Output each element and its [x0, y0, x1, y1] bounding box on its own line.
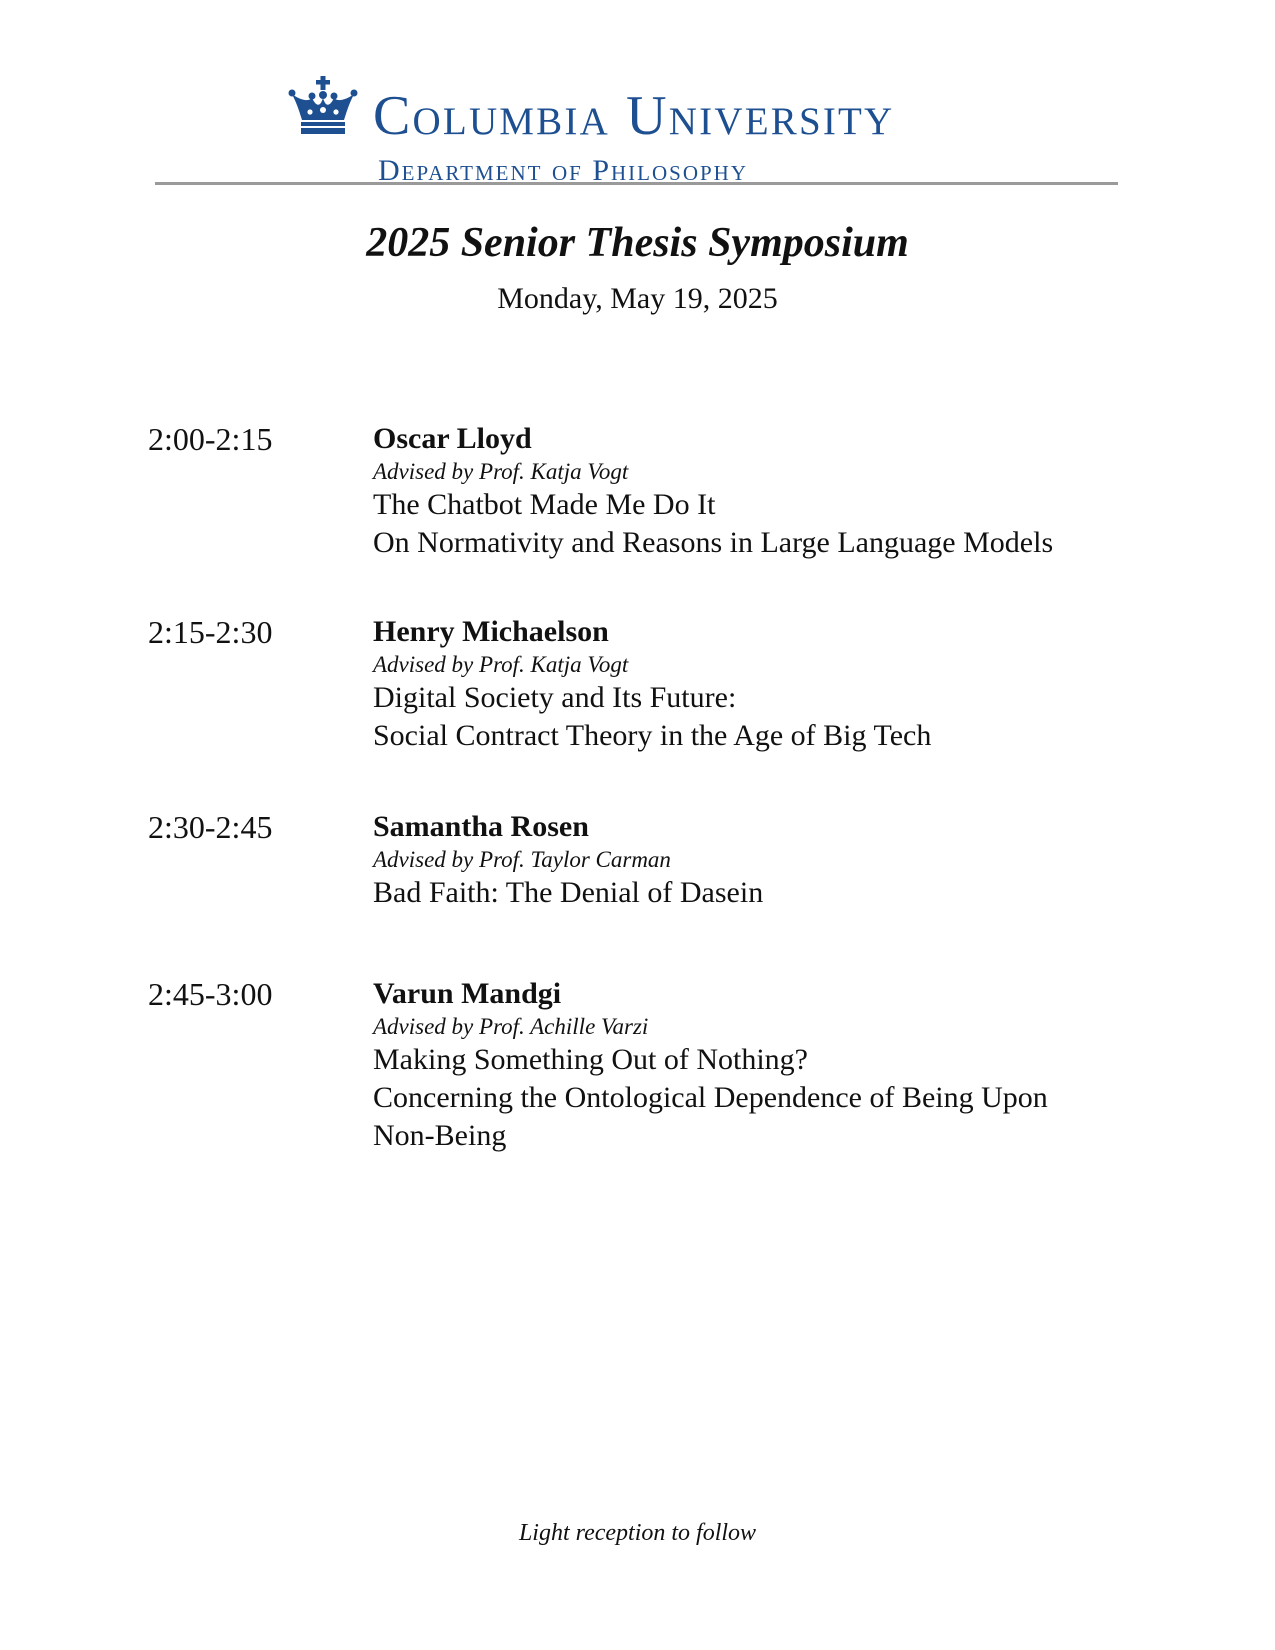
- letterhead: [0, 36, 1275, 187]
- department-name: Department of Philosophy: [378, 154, 749, 187]
- presenter-name: Varun Mandgi: [373, 977, 562, 1010]
- thesis-title-line: Making Something Out of Nothing?: [373, 1043, 808, 1076]
- advisor-line: Advised by Prof. Katja Vogt: [373, 459, 629, 484]
- session-details: [373, 420, 1153, 562]
- presenter-name: Oscar Lloyd: [373, 422, 532, 455]
- thesis-title-line: Bad Faith: The Denial of Dasein: [373, 876, 764, 909]
- session-time: 2:00-2:15: [148, 421, 273, 457]
- session-time: 2:30-2:45: [148, 809, 273, 845]
- university-name: Columbia University: [373, 85, 895, 147]
- session-details: [373, 808, 1153, 912]
- thesis-title-line: Concerning the Ontological Dependence of Being Upon: [373, 1081, 1048, 1114]
- session-details: [373, 975, 1153, 1155]
- header-divider: [155, 182, 1118, 185]
- event-title: 2025 Senior Thesis Symposium: [366, 220, 909, 266]
- thesis-title-line: On Normativity and Reasons in Large Language Models: [373, 526, 1054, 559]
- advisor-line: Advised by Prof. Katja Vogt: [373, 652, 629, 677]
- presenter-name: Samantha Rosen: [373, 810, 589, 843]
- session-time: 2:45-3:00: [148, 976, 273, 1012]
- event-date: Monday, May 19, 2025: [497, 282, 778, 315]
- thesis-title-line: Social Contract Theory in the Age of Big Tech: [373, 719, 932, 752]
- thesis-title-line: Digital Society and Its Future:: [373, 681, 737, 714]
- crown-icon: [288, 76, 358, 136]
- advisor-line: Advised by Prof. Taylor Carman: [373, 847, 671, 872]
- presenter-name: Henry Michaelson: [373, 615, 609, 648]
- session-details: [373, 613, 1153, 755]
- reception-note: Light reception to follow: [518, 1520, 757, 1546]
- session-time: 2:15-2:30: [148, 614, 273, 650]
- thesis-title-line: The Chatbot Made Me Do It: [373, 488, 716, 521]
- advisor-line: Advised by Prof. Achille Varzi: [373, 1014, 649, 1039]
- thesis-title-line: Non-Being: [373, 1119, 507, 1152]
